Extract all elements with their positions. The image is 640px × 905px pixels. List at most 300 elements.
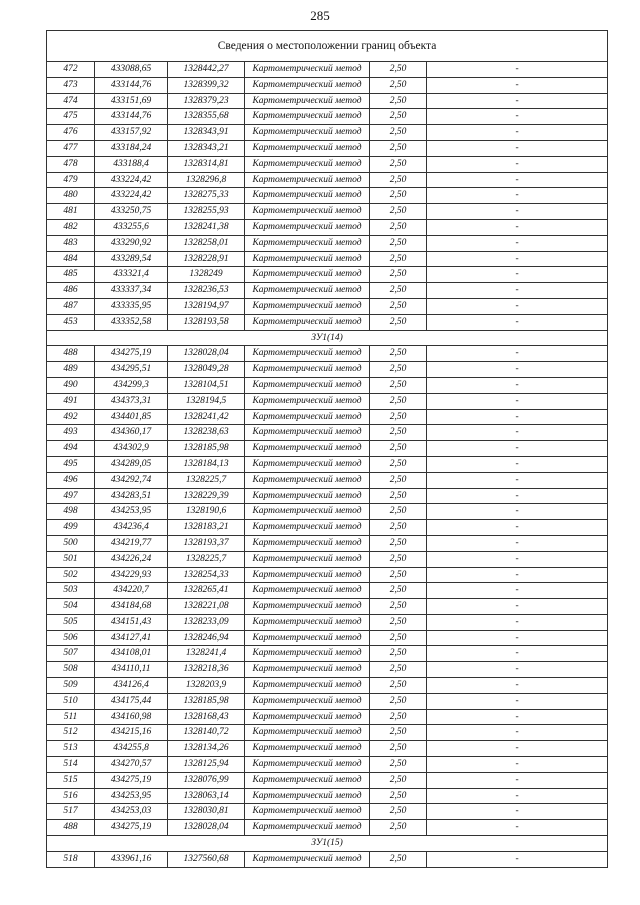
point-number-cell: 486 xyxy=(47,283,95,299)
description-cell: - xyxy=(427,599,608,615)
method-cell: Картометрический метод xyxy=(245,693,370,709)
description-cell: - xyxy=(427,693,608,709)
point-number-cell: 500 xyxy=(47,535,95,551)
table-row xyxy=(47,504,608,520)
y-coordinate-cell: 1328225,7 xyxy=(168,472,245,488)
point-number-cell: 508 xyxy=(47,662,95,678)
accuracy-cell: 2,50 xyxy=(370,267,427,283)
description-cell: - xyxy=(427,409,608,425)
table-row xyxy=(47,599,608,615)
table-row xyxy=(47,520,608,536)
y-coordinate-cell: 1328241,38 xyxy=(168,219,245,235)
x-coordinate-cell: 434283,51 xyxy=(95,488,168,504)
description-cell: - xyxy=(427,219,608,235)
method-cell: Картометрический метод xyxy=(245,425,370,441)
table-row xyxy=(47,757,608,773)
method-cell: Картометрический метод xyxy=(245,709,370,725)
accuracy-cell: 2,50 xyxy=(370,551,427,567)
accuracy-cell: 2,50 xyxy=(370,172,427,188)
description-cell: - xyxy=(427,204,608,220)
table-row xyxy=(47,551,608,567)
table-row xyxy=(47,235,608,251)
description-cell: - xyxy=(427,488,608,504)
method-cell: Картометрический метод xyxy=(245,630,370,646)
point-number-cell: 472 xyxy=(47,62,95,78)
description-cell: - xyxy=(427,93,608,109)
description-cell: - xyxy=(427,156,608,172)
table-row xyxy=(47,140,608,156)
accuracy-cell: 2,50 xyxy=(370,314,427,330)
method-cell: Картометрический метод xyxy=(245,472,370,488)
table-row xyxy=(47,314,608,330)
point-number-cell: 494 xyxy=(47,441,95,457)
y-coordinate-cell: 1328193,37 xyxy=(168,535,245,551)
table-row xyxy=(47,441,608,457)
page-number: 285 xyxy=(310,8,330,23)
point-number-cell: 489 xyxy=(47,362,95,378)
point-number-cell: 505 xyxy=(47,614,95,630)
y-coordinate-cell: 1328125,94 xyxy=(168,757,245,773)
x-coordinate-cell: 434236,4 xyxy=(95,520,168,536)
method-cell: Картометрический метод xyxy=(245,251,370,267)
table-row xyxy=(47,267,608,283)
table-row xyxy=(47,646,608,662)
description-cell: - xyxy=(427,235,608,251)
accuracy-cell: 2,50 xyxy=(370,251,427,267)
method-cell: Картометрический метод xyxy=(245,804,370,820)
description-cell: - xyxy=(427,709,608,725)
x-coordinate-cell: 434401,85 xyxy=(95,409,168,425)
y-coordinate-cell: 1328254,33 xyxy=(168,567,245,583)
y-coordinate-cell: 1328249 xyxy=(168,267,245,283)
y-coordinate-cell: 1328229,39 xyxy=(168,488,245,504)
method-cell: Картометрический метод xyxy=(245,140,370,156)
y-coordinate-cell: 1328314,81 xyxy=(168,156,245,172)
description-cell: - xyxy=(427,377,608,393)
accuracy-cell: 2,50 xyxy=(370,820,427,836)
y-coordinate-cell: 1328236,53 xyxy=(168,283,245,299)
boundary-coordinates-sheet xyxy=(46,30,607,868)
table-row xyxy=(47,725,608,741)
point-number-cell: 493 xyxy=(47,425,95,441)
description-cell: - xyxy=(427,251,608,267)
table-row xyxy=(47,693,608,709)
description-cell: - xyxy=(427,393,608,409)
method-cell: Картометрический метод xyxy=(245,772,370,788)
x-coordinate-cell: 434184,68 xyxy=(95,599,168,615)
accuracy-cell: 2,50 xyxy=(370,109,427,125)
x-coordinate-cell: 434253,03 xyxy=(95,804,168,820)
point-number-cell: 485 xyxy=(47,267,95,283)
x-coordinate-cell: 433335,95 xyxy=(95,298,168,314)
accuracy-cell: 2,50 xyxy=(370,599,427,615)
description-cell: - xyxy=(427,188,608,204)
method-cell: Картометрический метод xyxy=(245,488,370,504)
accuracy-cell: 2,50 xyxy=(370,614,427,630)
method-cell: Картометрический метод xyxy=(245,456,370,472)
y-coordinate-cell: 1328258,01 xyxy=(168,235,245,251)
point-number-cell: 511 xyxy=(47,709,95,725)
y-coordinate-cell: 1328183,21 xyxy=(168,520,245,536)
method-cell: Картометрический метод xyxy=(245,409,370,425)
y-coordinate-cell: 1328218,36 xyxy=(168,662,245,678)
y-coordinate-cell: 1328049,28 xyxy=(168,362,245,378)
description-cell: - xyxy=(427,62,608,78)
table-row xyxy=(47,409,608,425)
description-cell: - xyxy=(427,614,608,630)
method-cell: Картометрический метод xyxy=(245,346,370,362)
method-cell: Картометрический метод xyxy=(245,125,370,141)
accuracy-cell: 2,50 xyxy=(370,93,427,109)
method-cell: Картометрический метод xyxy=(245,188,370,204)
y-coordinate-cell: 1328168,43 xyxy=(168,709,245,725)
section-label-row xyxy=(47,330,608,346)
accuracy-cell: 2,50 xyxy=(370,188,427,204)
description-cell: - xyxy=(427,314,608,330)
method-cell: Картометрический метод xyxy=(245,393,370,409)
point-number-cell: 474 xyxy=(47,93,95,109)
description-cell: - xyxy=(427,472,608,488)
point-number-cell: 491 xyxy=(47,393,95,409)
method-cell: Картометрический метод xyxy=(245,298,370,314)
accuracy-cell: 2,50 xyxy=(370,693,427,709)
description-cell: - xyxy=(427,172,608,188)
table-row xyxy=(47,820,608,836)
y-coordinate-cell: 1328296,8 xyxy=(168,172,245,188)
x-coordinate-cell: 433321,4 xyxy=(95,267,168,283)
method-cell: Картометрический метод xyxy=(245,219,370,235)
table-row xyxy=(47,62,608,78)
y-coordinate-cell: 1328221,08 xyxy=(168,599,245,615)
x-coordinate-cell: 434220,7 xyxy=(95,583,168,599)
method-cell: Картометрический метод xyxy=(245,788,370,804)
y-coordinate-cell: 1328184,13 xyxy=(168,456,245,472)
x-coordinate-cell: 433289,54 xyxy=(95,251,168,267)
point-number-cell: 507 xyxy=(47,646,95,662)
y-coordinate-cell: 1328233,09 xyxy=(168,614,245,630)
point-number-cell: 475 xyxy=(47,109,95,125)
x-coordinate-cell: 434253,95 xyxy=(95,504,168,520)
accuracy-cell: 2,50 xyxy=(370,725,427,741)
x-coordinate-cell: 433290,92 xyxy=(95,235,168,251)
point-number-cell: 506 xyxy=(47,630,95,646)
x-coordinate-cell: 434289,05 xyxy=(95,456,168,472)
y-coordinate-cell: 1328343,21 xyxy=(168,140,245,156)
point-number-cell: 453 xyxy=(47,314,95,330)
method-cell: Картометрический метод xyxy=(245,93,370,109)
table-row xyxy=(47,298,608,314)
accuracy-cell: 2,50 xyxy=(370,741,427,757)
point-number-cell: 479 xyxy=(47,172,95,188)
description-cell: - xyxy=(427,298,608,314)
x-coordinate-cell: 433337,34 xyxy=(95,283,168,299)
x-coordinate-cell: 433224,42 xyxy=(95,172,168,188)
x-coordinate-cell: 434175,44 xyxy=(95,693,168,709)
method-cell: Картометрический метод xyxy=(245,62,370,78)
x-coordinate-cell: 433157,92 xyxy=(95,125,168,141)
y-coordinate-cell: 1328185,98 xyxy=(168,693,245,709)
point-number-cell: 497 xyxy=(47,488,95,504)
x-coordinate-cell: 434292,74 xyxy=(95,472,168,488)
y-coordinate-cell: 1328241,4 xyxy=(168,646,245,662)
y-coordinate-cell: 1328241,42 xyxy=(168,409,245,425)
y-coordinate-cell: 1328193,58 xyxy=(168,314,245,330)
accuracy-cell: 2,50 xyxy=(370,125,427,141)
table-header-row xyxy=(47,31,608,62)
x-coordinate-cell: 434127,41 xyxy=(95,630,168,646)
y-coordinate-cell: 1328185,98 xyxy=(168,441,245,457)
table-row xyxy=(47,567,608,583)
point-number-cell: 483 xyxy=(47,235,95,251)
point-number-cell: 503 xyxy=(47,583,95,599)
table-row xyxy=(47,456,608,472)
point-number-cell: 476 xyxy=(47,125,95,141)
y-coordinate-cell: 1328355,68 xyxy=(168,109,245,125)
table-row xyxy=(47,283,608,299)
description-cell: - xyxy=(427,140,608,156)
y-coordinate-cell: 1328228,91 xyxy=(168,251,245,267)
table-row xyxy=(47,109,608,125)
method-cell: Картометрический метод xyxy=(245,314,370,330)
accuracy-cell: 2,50 xyxy=(370,156,427,172)
method-cell: Картометрический метод xyxy=(245,646,370,662)
table-row xyxy=(47,662,608,678)
accuracy-cell: 2,50 xyxy=(370,788,427,804)
point-number-cell: 478 xyxy=(47,156,95,172)
table-row xyxy=(47,377,608,393)
method-cell: Картометрический метод xyxy=(245,614,370,630)
description-cell: - xyxy=(427,804,608,820)
method-cell: Картометрический метод xyxy=(245,441,370,457)
table-row xyxy=(47,614,608,630)
table-row xyxy=(47,188,608,204)
point-number-cell: 477 xyxy=(47,140,95,156)
description-cell: - xyxy=(427,456,608,472)
method-cell: Картометрический метод xyxy=(245,725,370,741)
accuracy-cell: 2,50 xyxy=(370,346,427,362)
point-number-cell: 518 xyxy=(47,851,95,867)
accuracy-cell: 2,50 xyxy=(370,298,427,314)
description-cell: - xyxy=(427,646,608,662)
description-cell: - xyxy=(427,725,608,741)
section-label-row xyxy=(47,836,608,852)
y-coordinate-cell: 1327560,68 xyxy=(168,851,245,867)
x-coordinate-cell: 434275,19 xyxy=(95,820,168,836)
table-row xyxy=(47,804,608,820)
method-cell: Картометрический метод xyxy=(245,362,370,378)
table-row xyxy=(47,172,608,188)
table-title: Сведения о местоположении границ объекта xyxy=(47,31,608,62)
description-cell: - xyxy=(427,757,608,773)
y-coordinate-cell: 1328399,32 xyxy=(168,77,245,93)
boundary-coordinates-table xyxy=(46,30,608,868)
x-coordinate-cell: 434229,93 xyxy=(95,567,168,583)
description-cell: - xyxy=(427,788,608,804)
point-number-cell: 513 xyxy=(47,741,95,757)
accuracy-cell: 2,50 xyxy=(370,772,427,788)
y-coordinate-cell: 1328134,26 xyxy=(168,741,245,757)
table-row xyxy=(47,125,608,141)
method-cell: Картометрический метод xyxy=(245,283,370,299)
table-row xyxy=(47,583,608,599)
accuracy-cell: 2,50 xyxy=(370,140,427,156)
y-coordinate-cell: 1328265,41 xyxy=(168,583,245,599)
point-number-cell: 499 xyxy=(47,520,95,536)
table-row xyxy=(47,346,608,362)
method-cell: Картометрический метод xyxy=(245,678,370,694)
description-cell: - xyxy=(427,551,608,567)
method-cell: Картометрический метод xyxy=(245,567,370,583)
method-cell: Картометрический метод xyxy=(245,204,370,220)
y-coordinate-cell: 1328442,27 xyxy=(168,62,245,78)
description-cell: - xyxy=(427,772,608,788)
method-cell: Картометрический метод xyxy=(245,77,370,93)
method-cell: Картометрический метод xyxy=(245,551,370,567)
description-cell: - xyxy=(427,267,608,283)
accuracy-cell: 2,50 xyxy=(370,235,427,251)
accuracy-cell: 2,50 xyxy=(370,377,427,393)
table-row xyxy=(47,630,608,646)
point-number-cell: 481 xyxy=(47,204,95,220)
accuracy-cell: 2,50 xyxy=(370,678,427,694)
method-cell: Картометрический метод xyxy=(245,599,370,615)
y-coordinate-cell: 1328140,72 xyxy=(168,725,245,741)
table-row xyxy=(47,393,608,409)
point-number-cell: 482 xyxy=(47,219,95,235)
accuracy-cell: 2,50 xyxy=(370,804,427,820)
accuracy-cell: 2,50 xyxy=(370,851,427,867)
method-cell: Картометрический метод xyxy=(245,109,370,125)
x-coordinate-cell: 434160,98 xyxy=(95,709,168,725)
x-coordinate-cell: 433224,42 xyxy=(95,188,168,204)
accuracy-cell: 2,50 xyxy=(370,567,427,583)
description-cell: - xyxy=(427,630,608,646)
accuracy-cell: 2,50 xyxy=(370,219,427,235)
y-coordinate-cell: 1328238,63 xyxy=(168,425,245,441)
accuracy-cell: 2,50 xyxy=(370,441,427,457)
y-coordinate-cell: 1328343,91 xyxy=(168,125,245,141)
description-cell: - xyxy=(427,662,608,678)
table-row xyxy=(47,788,608,804)
y-coordinate-cell: 1328076,99 xyxy=(168,772,245,788)
accuracy-cell: 2,50 xyxy=(370,709,427,725)
y-coordinate-cell: 1328246,94 xyxy=(168,630,245,646)
x-coordinate-cell: 433255,6 xyxy=(95,219,168,235)
accuracy-cell: 2,50 xyxy=(370,472,427,488)
accuracy-cell: 2,50 xyxy=(370,646,427,662)
y-coordinate-cell: 1328104,51 xyxy=(168,377,245,393)
point-number-cell: 512 xyxy=(47,725,95,741)
description-cell: - xyxy=(427,741,608,757)
method-cell: Картометрический метод xyxy=(245,267,370,283)
point-number-cell: 480 xyxy=(47,188,95,204)
x-coordinate-cell: 434275,19 xyxy=(95,772,168,788)
point-number-cell: 492 xyxy=(47,409,95,425)
point-number-cell: 504 xyxy=(47,599,95,615)
x-coordinate-cell: 434302,9 xyxy=(95,441,168,457)
x-coordinate-cell: 433184,24 xyxy=(95,140,168,156)
accuracy-cell: 2,50 xyxy=(370,520,427,536)
description-cell: - xyxy=(427,678,608,694)
table-row xyxy=(47,362,608,378)
table-row xyxy=(47,93,608,109)
point-number-cell: 510 xyxy=(47,693,95,709)
point-number-cell: 484 xyxy=(47,251,95,267)
table-row xyxy=(47,772,608,788)
description-cell: - xyxy=(427,441,608,457)
x-coordinate-cell: 434215,16 xyxy=(95,725,168,741)
x-coordinate-cell: 434295,51 xyxy=(95,362,168,378)
x-coordinate-cell: 434360,17 xyxy=(95,425,168,441)
x-coordinate-cell: 433151,69 xyxy=(95,93,168,109)
point-number-cell: 496 xyxy=(47,472,95,488)
y-coordinate-cell: 1328275,33 xyxy=(168,188,245,204)
method-cell: Картометрический метод xyxy=(245,156,370,172)
table-row xyxy=(47,156,608,172)
y-coordinate-cell: 1328194,5 xyxy=(168,393,245,409)
method-cell: Картометрический метод xyxy=(245,520,370,536)
method-cell: Картометрический метод xyxy=(245,535,370,551)
x-coordinate-cell: 434253,95 xyxy=(95,788,168,804)
x-coordinate-cell: 434275,19 xyxy=(95,346,168,362)
description-cell: - xyxy=(427,346,608,362)
y-coordinate-cell: 1328190,6 xyxy=(168,504,245,520)
y-coordinate-cell: 1328063,14 xyxy=(168,788,245,804)
x-coordinate-cell: 434270,57 xyxy=(95,757,168,773)
description-cell: - xyxy=(427,583,608,599)
method-cell: Картометрический метод xyxy=(245,820,370,836)
accuracy-cell: 2,50 xyxy=(370,409,427,425)
table-row xyxy=(47,251,608,267)
accuracy-cell: 2,50 xyxy=(370,662,427,678)
description-cell: - xyxy=(427,567,608,583)
x-coordinate-cell: 434373,31 xyxy=(95,393,168,409)
description-cell: - xyxy=(427,851,608,867)
accuracy-cell: 2,50 xyxy=(370,362,427,378)
y-coordinate-cell: 1328225,7 xyxy=(168,551,245,567)
y-coordinate-cell: 1328379,23 xyxy=(168,93,245,109)
method-cell: Картометрический метод xyxy=(245,757,370,773)
point-number-cell: 516 xyxy=(47,788,95,804)
accuracy-cell: 2,50 xyxy=(370,204,427,220)
point-number-cell: 490 xyxy=(47,377,95,393)
accuracy-cell: 2,50 xyxy=(370,456,427,472)
x-coordinate-cell: 433352,58 xyxy=(95,314,168,330)
x-coordinate-cell: 433088,65 xyxy=(95,62,168,78)
method-cell: Картометрический метод xyxy=(245,504,370,520)
table-row xyxy=(47,709,608,725)
x-coordinate-cell: 434126,4 xyxy=(95,678,168,694)
x-coordinate-cell: 433144,76 xyxy=(95,77,168,93)
description-cell: - xyxy=(427,125,608,141)
x-coordinate-cell: 434110,11 xyxy=(95,662,168,678)
method-cell: Картометрический метод xyxy=(245,377,370,393)
point-number-cell: 501 xyxy=(47,551,95,567)
description-cell: - xyxy=(427,504,608,520)
table-row xyxy=(47,472,608,488)
x-coordinate-cell: 434255,8 xyxy=(95,741,168,757)
table-row xyxy=(47,678,608,694)
point-number-cell: 502 xyxy=(47,567,95,583)
accuracy-cell: 2,50 xyxy=(370,77,427,93)
table-row xyxy=(47,219,608,235)
y-coordinate-cell: 1328028,04 xyxy=(168,346,245,362)
accuracy-cell: 2,50 xyxy=(370,583,427,599)
y-coordinate-cell: 1328203,9 xyxy=(168,678,245,694)
table-row xyxy=(47,741,608,757)
x-coordinate-cell: 434219,77 xyxy=(95,535,168,551)
point-number-cell: 498 xyxy=(47,504,95,520)
